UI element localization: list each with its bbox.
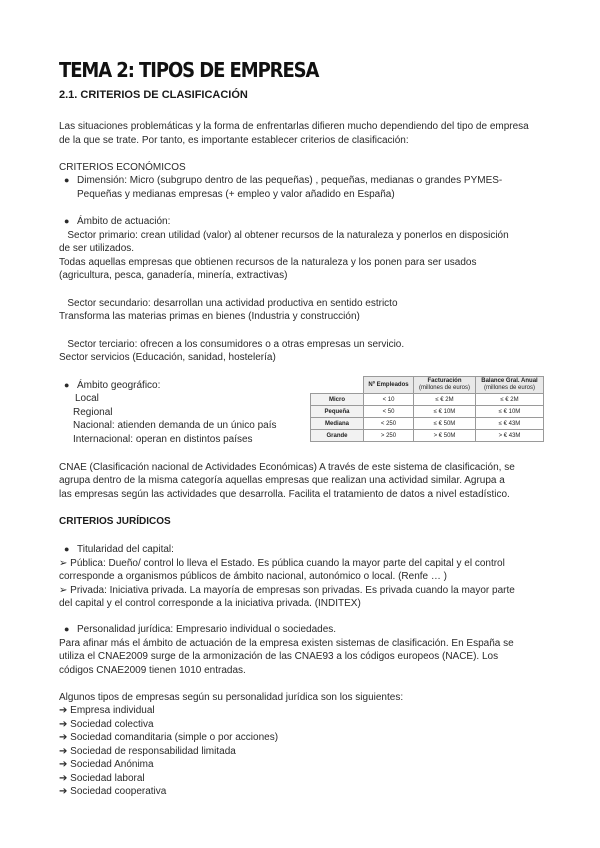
list-item: ➔ Empresa individual	[59, 705, 155, 716]
table-row: Pequeña < 50 ≤ € 10M ≤ € 10M	[311, 406, 544, 418]
header-empleados: Nº Empleados	[364, 377, 414, 394]
privada-line1: ➢ Privada: Iniciativa privada. La mayoría de empresas son privadas. Es privada cuando la mayor parte	[59, 585, 515, 596]
page-title: TEMA 2: TIPOS DE EMPRESA	[59, 58, 319, 82]
publica-line1: ➢ Pública: Dueño/ control lo lleva el Estado. Es pública cuando la mayor parte del capital y el control	[59, 558, 505, 569]
geo-nacional: Nacional: atienden demanda de un único país	[73, 420, 277, 431]
cnae-line2: agrupa dentro de la misma categoría aquellas empresas que realizan una actividad similar. Agrupa a	[59, 475, 505, 486]
list-item: ➔ Sociedad Anónima	[59, 759, 154, 770]
geo-internacional: Internacional: operan en distintos países	[73, 434, 253, 445]
table-row: Grande > 250 > € 50M > € 43M	[311, 430, 544, 442]
section-heading: 2.1. CRITERIOS DE CLASIFICACIÓN	[59, 89, 248, 101]
list-item: ➔ Sociedad colectiva	[59, 719, 154, 730]
geo-regional: Regional	[73, 407, 113, 418]
bullet-dimension: ● Dimensión: Micro (subgrupo dentro de las pequeñas) , pequeñas, medianas o grandes PYMES- Pequeñas y medianas empresas (+ empleo y valor añadido en España)	[64, 175, 503, 200]
list-item: ➔ Sociedad cooperativa	[59, 786, 167, 797]
bullet-dot-icon: ●	[64, 544, 70, 554]
list-item: ➔ Sociedad de responsabilidad limitada	[59, 746, 236, 757]
header-facturacion: Facturación (millones de euros)	[414, 377, 476, 394]
table-row: Mediana < 250 ≤ € 50M ≤ € 43M	[311, 418, 544, 430]
economic-heading: CRITERIOS ECONÓMICOS	[59, 162, 186, 173]
sector-primario-line2: de ser utilizados.	[59, 243, 135, 254]
bullet-dot-icon: ●	[64, 380, 70, 390]
header-balance: Balance Gral. Anual (millones de euros)	[475, 377, 543, 394]
table-row: Micro < 10 ≤ € 2M ≤ € 2M	[311, 394, 544, 406]
cnae-line1: CNAE (Clasificación nacional de Actividades Económicas) A través de este sistema de clasificación, se	[59, 462, 515, 473]
bullet-personalidad: ● Personalidad jurídica: Empresario individual o sociedades.	[64, 624, 337, 635]
sector-secundario-line1: Sector secundario: desarrollan una actividad productiva en sentido estricto	[59, 298, 398, 309]
sector-primario-line1: Sector primario: crean utilidad (valor) al obtener recursos de la naturaleza y ponerlos en disposición	[59, 230, 509, 241]
legal-heading: CRITERIOS JURÍDICOS	[59, 516, 171, 527]
privada-line2: del capital y el control corresponde a la iniciativa privada. (INDITEX)	[59, 598, 361, 609]
sector-terciario-line2: Sector servicios (Educación, sanidad, hostelería)	[59, 352, 276, 363]
bullet-dot-icon: ●	[64, 216, 70, 226]
publica-line2: corresponde a organismos públicos de ámbito nacional, autonómico o local. (Renfe … )	[59, 571, 447, 582]
list-item: ➔ Sociedad comanditaria (simple o por acciones)	[59, 732, 279, 743]
afinar-line3: códigos CNAE2009 tienen 1010 entradas.	[59, 665, 246, 676]
afinar-line1: Para afinar más el ámbito de actuación de la empresa existen sistemas de clasificación. En España se	[59, 638, 514, 649]
tipos-intro: Algunos tipos de empresas según su personalidad jurídica son los siguientes:	[59, 692, 404, 703]
sector-primario-line4: (agricultura, pesca, ganadería, minería, extractivas)	[59, 270, 288, 281]
bullet-ambito-geografico: ● Ámbito geográfico:	[64, 380, 161, 391]
bullet-ambito-actuacion: ● Ámbito de actuación:	[64, 216, 171, 227]
bullet-titularidad: ● Titularidad del capital:	[64, 544, 174, 555]
sector-secundario-line2: Transforma las materias primas en bienes (Industria y construcción)	[59, 311, 360, 322]
intro-paragraph: Las situaciones problemáticas y la forma de enfrentarlas difieren mucho dependiendo del tipo de empresa de la que se trate. Por tanto, es importante establecer criterios de clasificación:	[59, 121, 529, 146]
sector-terciario-line1: Sector terciario: ofrecen a los consumidores o a otras empresas un servicio.	[59, 339, 405, 350]
sector-primario-line3: Todas aquellas empresas que obtienen recursos de la naturaleza y los ponen para ser usados	[59, 257, 477, 268]
list-item: ➔ Sociedad laboral	[59, 773, 145, 784]
table-corner	[311, 377, 364, 394]
bullet-dot-icon: ●	[64, 175, 70, 185]
cnae-line3: las empresas según las actividades que desarrolla. Facilita el tratamiento de datos a nivel estadístico.	[59, 489, 510, 500]
company-size-table	[310, 376, 544, 442]
bullet-dot-icon: ●	[64, 624, 70, 634]
afinar-line2: utiliza el CNAE2009 surge de la armonización de las CNAE93 a los códigos europeos (NACE). Los	[59, 651, 499, 662]
geo-local: Local	[75, 393, 99, 404]
